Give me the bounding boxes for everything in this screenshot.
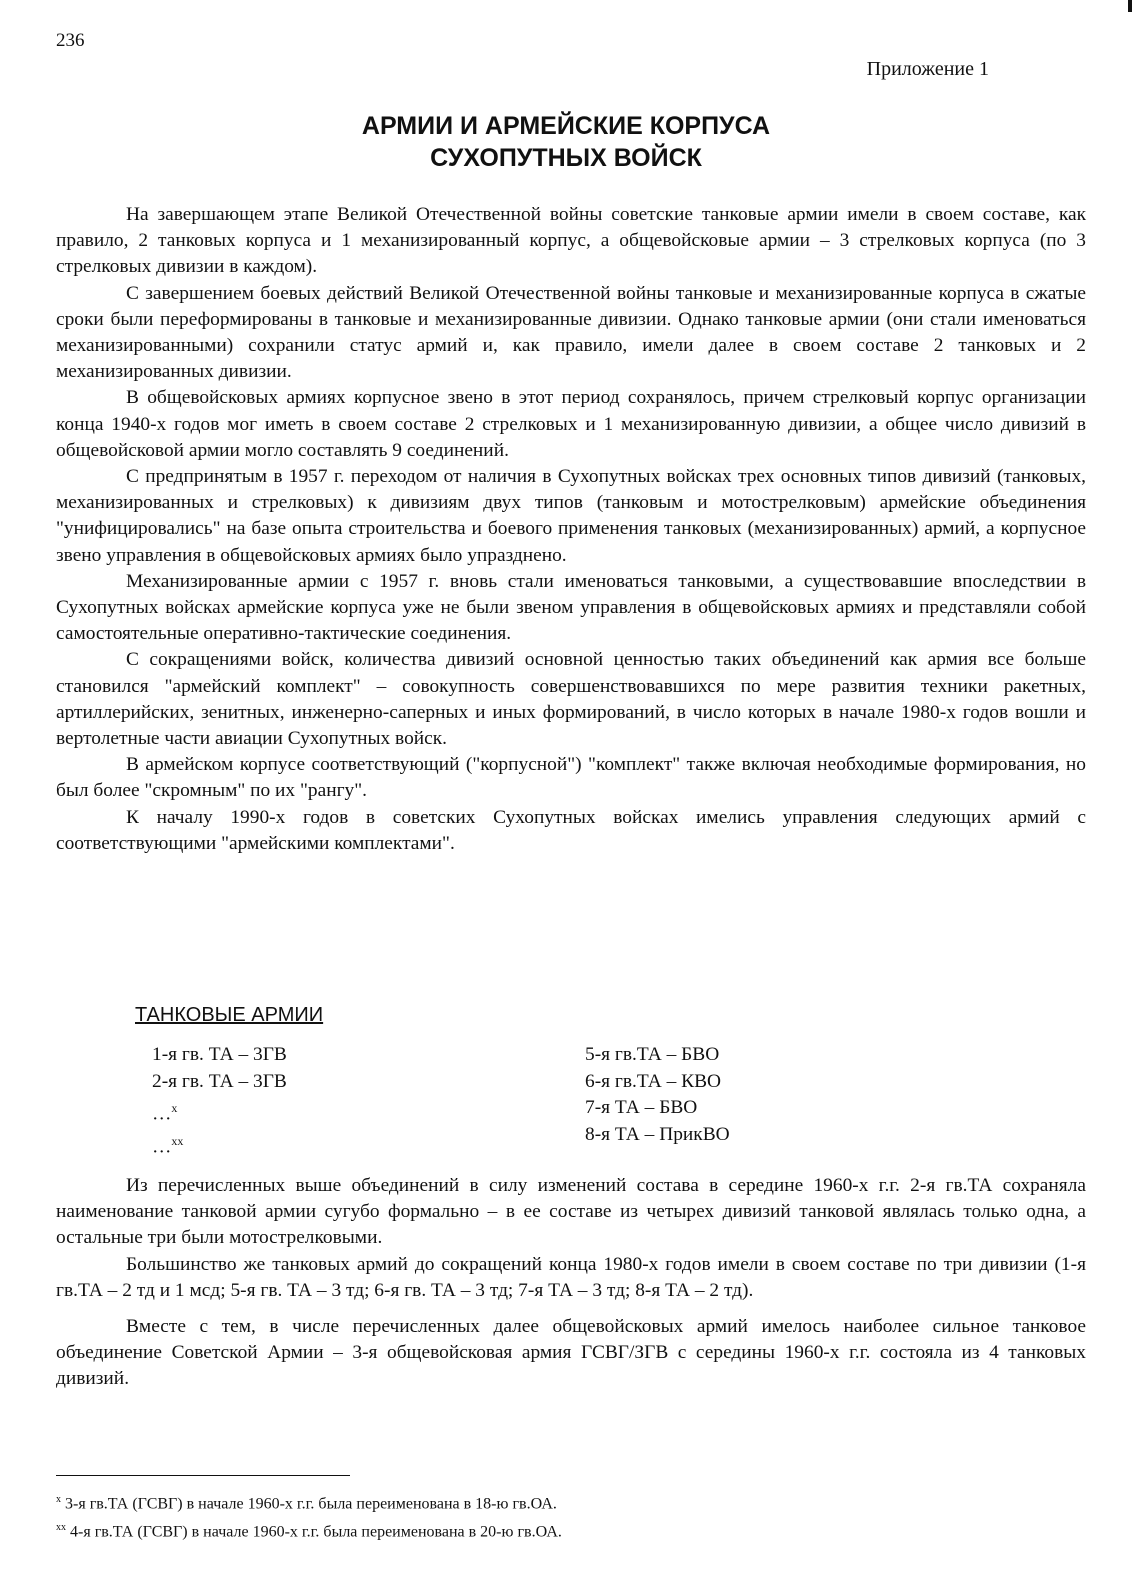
paragraph: С сокращениями войск, количества дивизий основной ценностью таких объединений как армия все больше становился "армейский комплект" – совокупность совершенствовавшихся по мере развития техники ракетных, артиллерийских, зенитных, инженерно-саперных и иных формирований, в число которых в начале 1980-х годов вошли и вертолетные части авиации Сухопутных войск. [56,649,1086,750]
footnotes [56,1488,562,1545]
footnote-ref: xx [171,1133,184,1148]
list-item: 6-я гв.ТА – КВО [585,1070,722,1092]
list-item: 2-я гв. ТА – 3ГВ [152,1070,287,1092]
body-text-continued [56,1173,1086,1393]
list-item: 7-я ТА – БВО [585,1097,698,1118]
paragraph: В армейском корпусе соответствующий ("корпусной") "комплект" также включая необходимые формирования, но был более "скромным" по их "рангу". [56,754,1086,802]
list-item: …$^x$ [152,1101,178,1125]
page-number: 236 [56,30,85,51]
body-text [56,202,1086,857]
scan-edge-mark [1128,0,1132,12]
footnote-divider [56,1475,350,1476]
paragraph: Из перечисленных выше объединений в силу изменений состава в середине 1960-х г.г. 2-я гв.ТА сохраняла наименование танковой армии сугубо формально – в ее составе из четырех дивизий танковой являлась только одна, а остальные три были мотострелковыми. [56,1175,1086,1249]
paragraph: Большинство же танковых армий до сокращений конца 1980-х годов имели в своем составе по три дивизии (1-я гв.ТА – 2 тд и 1 мсд; 5-я гв. ТА – 3 тд; 6-я гв. ТА – 3 тд; 7-я ТА – 3 тд; 8-я ТА – 2 тд). [56,1253,1086,1301]
section-heading-tank-armies: ТАНКОВЫЕ АРМИИ [135,1004,324,1026]
list-item: …$^{xx}$ [152,1133,184,1158]
tank-armies-list-left [152,1042,452,1161]
footnote: $^x$ 3-я гв.ТА (ГСВГ) в начале 1960-х г.г. была переименована в 18-ю гв.ОА. [56,1494,557,1513]
paragraph: В общевойсковых армиях корпусное звено в этот период сохранялось, причем стрелковый корпус организации конца 1940-х годов мог иметь в своем составе 2 стрелковых и 1 механизированную дивизии, а общее число дивизий в общевойсковой армии могло составлять 9 соединений. [56,387,1086,461]
paragraph: С завершением боевых действий Великой Отечественной войны танковые и механизированные корпуса в сжатые сроки были переформированы в танковые и механизированные дивизии. Однако танковые армии (они стали именоваться механизированными) сохранили статус армий и, как правило, имели далее в своем составе 2 танковых и 2 механизированных дивизии. [56,282,1086,383]
paragraph: С предпринятым в 1957 г. переходом от наличия в Сухопутных войсках трех основных типов дивизий (танковых, механизированных и стрелковых) к дивизиям двух типов (танковым и мотострелковым) армейские объединения "унифицировались" на базе опыта строительства и боевого применения танковых (механизированных) армий, а корпусное звено управления в общевойсковых армиях было упразднено. [56,466,1086,566]
title-line-1: АРМИИ И АРМЕЙСКИЕ КОРПУСА [361,112,771,140]
paragraph: К началу 1990-х годов в советских Сухопутных войсках имелись управления следующих армий с соответствующими "армейскими комплектами". [56,806,1086,854]
footnote: $^{xx}$ 4-я гв.ТА (ГСВГ) в начале 1960-х г.г. была переименована в 20-ю гв.ОА. [56,1522,562,1541]
footnote-ref: x [171,1101,178,1115]
list-item: 1-я гв. ТА – 3ГВ [152,1044,287,1065]
tank-armies-list-right [585,1042,885,1148]
paragraph: Вместе с тем, в числе перечисленных далее общевойсковых армий имелось наиболее сильное танковое объединение Советской Армии – 3-я общевойсковая армия ГСВГ/ЗГВ с середины 1960-х г.г. состояла из 4 танковых дивизий. [56,1316,1086,1390]
paragraph: Механизированные армии с 1957 г. вновь стали именоваться танковыми, а существовавшие впоследствии в Сухопутных войсках армейские корпуса уже не были звеном управления в общевойсковых армиях и представляли собой самостоятельные оперативно-тактические соединения. [56,570,1086,645]
title-line-2: СУХОПУТНЫХ ВОЙСК [430,144,702,172]
list-item: 8-я ТА – ПрикВО [585,1123,730,1145]
list-item: 5-я гв.ТА – БВО [585,1044,720,1065]
appendix-label: Приложение 1 [866,58,989,80]
paragraph: На завершающем этапе Великой Отечественной войны советские танковые армии имели в своем составе, как правило, 2 танковых корпуса и 1 механизированный корпус, а общевойсковые армии – 3 стрелковых корпуса (по 3 стрелковых дивизии в каждом). [56,204,1086,278]
page-title [0,110,1132,174]
